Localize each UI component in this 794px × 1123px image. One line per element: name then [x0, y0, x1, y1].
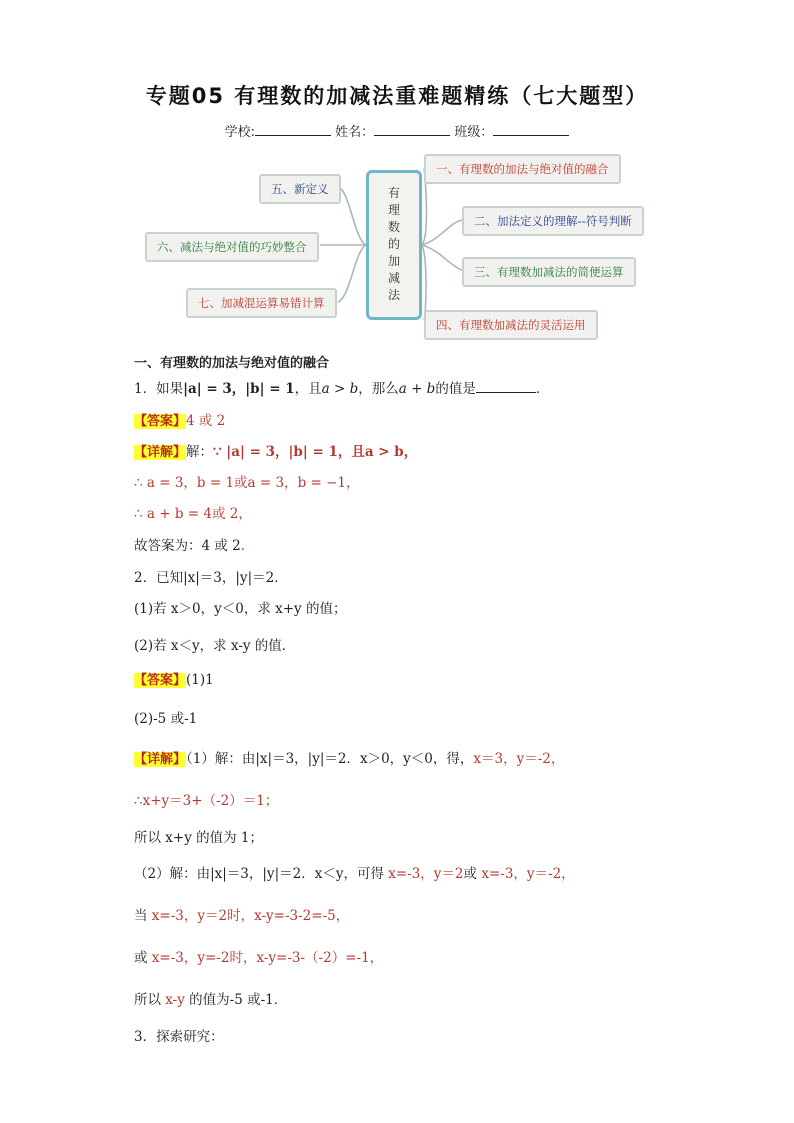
q2-part-2: (2)若 x＜y，求 x-y 的值． — [134, 638, 296, 654]
q1-text: ，且 — [294, 381, 322, 397]
center-char: 加 — [387, 254, 400, 268]
mindmap-topic-1: 一、有理数的加法与绝对值的融合 — [424, 154, 621, 184]
q2-detail-text: （2）解：由|x|＝3，|y|＝2．x＜y，可得 — [134, 866, 389, 882]
q1-detail-line-1 — [134, 440, 417, 460]
detail-tag: 【详解】 — [134, 445, 187, 460]
mindmap-topic-3: 三、有理数加减法的简便运算 — [462, 257, 636, 287]
q1-detail-text: ． — [240, 538, 255, 554]
q2-detail-text: 的值为-5 或-1． — [184, 992, 288, 1008]
q2-detail-math: x-y — [165, 992, 185, 1008]
q2-detail-text: 当 — [134, 908, 152, 924]
answer-tag: 【答案】 — [134, 673, 187, 688]
q2-detail-line-5 — [134, 904, 349, 924]
name-label: 姓名： — [335, 125, 375, 140]
q2-detail-text: 或 — [134, 950, 152, 966]
center-char: 数 — [387, 220, 400, 234]
q1-detail-math: ∵ |a| = 3，|b| = 1，且a > b， — [213, 444, 418, 460]
q2-detail-math: x=-3，y＝2时，x-y=-3-2=-5， — [151, 908, 350, 924]
q1-math: a > b — [321, 381, 359, 397]
q1-answer-line — [134, 409, 225, 429]
q2-part-1: (1)若 x＞0，y＜0，求 x+y 的值； — [134, 601, 347, 617]
q2-detail-text: 或 — [463, 866, 482, 882]
section-heading: 一、有理数的加法与绝对值的融合 — [134, 356, 330, 371]
detail-tag: 【详解】 — [134, 752, 187, 767]
center-char: 减 — [387, 271, 400, 285]
q2-detail-math: x＝3，y＝-2， — [473, 751, 565, 767]
q1-text: 1．如果 — [134, 381, 184, 397]
q2-detail-text: 所以 — [134, 992, 166, 1008]
q1-detail-text: 解： — [186, 444, 214, 460]
q1-text: ，那么 — [358, 381, 399, 397]
q2-answer-1: (1)1 — [186, 672, 214, 688]
q1-detail-line-3: ∴ a + b = 4或 2， — [134, 506, 252, 522]
q1-answer: 4 或 2 — [186, 413, 226, 429]
topic-mindmap — [0, 0, 794, 340]
center-char: 有 — [387, 186, 400, 200]
center-char: 的 — [387, 237, 400, 251]
q2-detail-line-6 — [134, 946, 383, 966]
mindmap-center — [366, 170, 422, 320]
center-char: 理 — [387, 203, 400, 217]
q2-detail-line-7 — [134, 988, 287, 1008]
class-label: 班级： — [454, 125, 494, 140]
q1-answer-blank — [476, 380, 536, 393]
q1-detail-line-4 — [134, 534, 254, 554]
q2-detail-math: x=-3，y＝-2， — [481, 866, 575, 882]
q1-math: |a| = 3，|b| = 1 — [183, 381, 295, 397]
question-3: 3．探索研究： — [134, 1029, 224, 1045]
mindmap-topic-5: 五、新定义 — [259, 174, 341, 204]
q2-detail-line-2: ∴x+y＝3+（-2）＝1； — [134, 793, 279, 809]
answer-tag: 【答案】 — [134, 414, 187, 429]
q1-math: a + b — [398, 381, 436, 397]
q1-text: 的值是 — [435, 381, 476, 397]
q1-detail-line-2: ∴ a = 3，b = 1或a = 3，b = −1， — [134, 475, 360, 491]
q2-answer-2: (2)-5 或-1 — [134, 711, 198, 727]
mindmap-topic-6: 六、减法与绝对值的巧妙整合 — [145, 232, 319, 262]
school-label: 学校: — [224, 125, 256, 140]
q2-detail-math: x=-3，y=-2时，x-y=-3-（-2）=-1， — [151, 950, 384, 966]
q2-detail-line-3: 所以 x+y 的值为 1； — [134, 830, 264, 846]
mindmap-topic-2: 二、加法定义的理解--符号判断 — [462, 206, 644, 236]
q2-detail-line-1 — [134, 747, 564, 767]
q2-detail-line-4 — [134, 862, 575, 882]
question-1 — [134, 377, 549, 397]
mindmap-topic-7: 七、加减混运算易错计算 — [186, 288, 337, 318]
page-title: 专题05 有理数的加减法重难题精练（七大题型） — [145, 84, 649, 108]
question-2: 2．已知|x|＝3，|y|＝2． — [134, 570, 288, 586]
q2-detail-text: （1）解：由|x|＝3，|y|＝2．x＞0，y＜0，得， — [186, 751, 474, 767]
q1-text: ． — [535, 381, 550, 397]
mindmap-topic-4: 四、有理数加减法的灵活运用 — [424, 310, 598, 340]
q2-answer-line — [134, 669, 214, 688]
q1-detail-text: 故答案为：4 或 2 — [134, 538, 241, 554]
center-char: 法 — [387, 288, 400, 302]
q2-detail-math: x=-3，y＝2 — [388, 866, 464, 882]
